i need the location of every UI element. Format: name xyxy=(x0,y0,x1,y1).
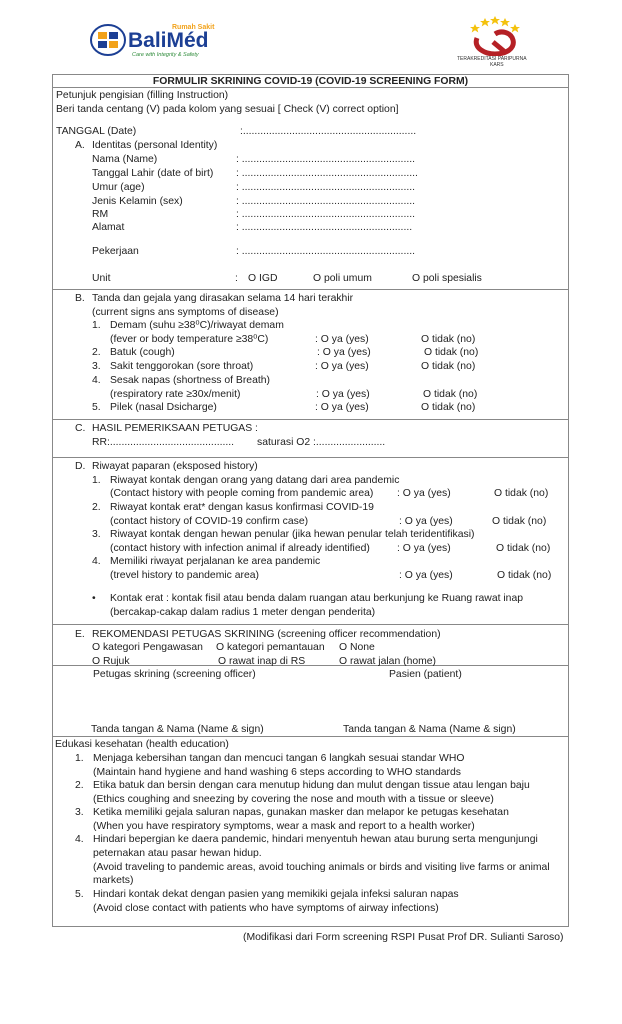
close-contact-note: Kontak erat : kontak fisil atau benda dalam ruangan atau berkunjung ke Ruang rawat inap xyxy=(110,593,524,604)
age-field[interactable]: : ............................................................ xyxy=(236,182,415,193)
oxygen-saturation-field[interactable]: saturasi O2 :........................ xyxy=(257,437,386,448)
history-pandemic-contact: Riwayat kontak dengan orang yang datang dari area pandemic xyxy=(110,475,400,486)
animal-contact-no-option[interactable]: O tidak (no) xyxy=(496,543,551,554)
education-heading: Edukasi kesehatan (health education) xyxy=(55,739,229,750)
section-d-heading: Riwayat paparan (eksposed history) xyxy=(92,461,258,472)
officer-sign-field[interactable]: Tanda tangan & Nama (Name & sign) xyxy=(91,724,264,735)
education-item-en-cont: markets) xyxy=(93,875,134,886)
occupation-label: Pekerjaan xyxy=(92,246,139,257)
logo-name: BaliMéd xyxy=(128,29,209,52)
unit-option-poli-spesialis[interactable]: O poli spesialis xyxy=(412,273,482,284)
nasal-no-option[interactable]: O tidak (no) xyxy=(421,402,476,413)
section-b-subheading: (current signs ans symptoms of disease) xyxy=(92,307,279,318)
education-number: 3. xyxy=(75,807,84,818)
divider xyxy=(52,289,569,290)
symptom-number: 2. xyxy=(92,347,101,358)
accreditation-caption-kars: KARS xyxy=(490,62,504,68)
education-item: Hindari kontak dekat dengan pasien yang memikiki gejala infeksi saluran napas xyxy=(93,889,459,900)
symptom-number: 4. xyxy=(92,375,101,386)
symptom-shortness-breath-en: (respiratory rate ≥30x/menit) xyxy=(110,389,241,400)
recommendation-pemantauan[interactable]: O kategori pemantauan xyxy=(216,642,325,653)
hospital-logo xyxy=(88,20,228,64)
history-close-contact: Riwayat kontak erat* dengan kasus konfirmasi COVID-19 xyxy=(110,502,374,513)
education-item: Etika batuk dan bersin dengan cara menutup hidung dan mulut dengan tissue atau lengan baju xyxy=(93,780,530,791)
education-item: Menjaga kebersihan tangan dan mencuci tangan 6 langkah sesuai standar WHO xyxy=(93,753,465,764)
education-item-en: (Avoid close contact with patients who have symptoms of airway infections) xyxy=(93,903,439,914)
divider xyxy=(52,419,569,420)
officer-signature-label: Petugas skrining (screening officer) xyxy=(93,669,256,680)
pandemic-contact-yes-option[interactable]: : O ya (yes) xyxy=(397,488,451,499)
source-note: (Modifikasi dari Form screening RSPI Pusat Prof DR. Sulianti Saroso) xyxy=(243,932,564,943)
recommendation-rawat-inap[interactable]: O rawat inap di RS xyxy=(218,656,306,667)
education-item-en: (Maintain hand hygiene and hand washing 6 steps according to WHO standards xyxy=(93,767,461,778)
form-title: FORMULIR SKRINING COVID-19 (COVID-19 SCREENING FORM) xyxy=(152,76,469,87)
history-travel-en: (trevel history to pandemic area) xyxy=(110,570,259,581)
education-number: 2. xyxy=(75,780,84,791)
symptom-cough: Batuk (cough) xyxy=(110,347,175,358)
symptom-fever: Demam (suhu ≥38⁰C)/riwayat demam xyxy=(110,320,284,331)
kars-emblem-icon xyxy=(455,14,535,56)
close-contact-note-detail: (bercakap-cakap dalam radius 1 meter dengan penderita) xyxy=(110,607,376,618)
section-d-marker: D. xyxy=(75,461,86,472)
history-close-contact-en: (contact history of COVID-19 confirm case) xyxy=(110,516,309,527)
accreditation-caption: TERAKREDITASI PARIPURNA xyxy=(457,56,527,62)
history-number: 2. xyxy=(92,502,101,513)
history-animal-contact-en: (contact history with infection animal if already identified) xyxy=(110,543,370,554)
sex-field[interactable]: : ............................................................ xyxy=(236,196,415,207)
rr-field[interactable]: RR:........................................... xyxy=(92,437,235,448)
sore-throat-no-option[interactable]: O tidak (no) xyxy=(421,361,476,372)
section-e-heading: REKOMENDASI PETUGAS SKRINING (screening officer recommendation) xyxy=(92,629,441,640)
sore-throat-yes-option[interactable]: : O ya (yes) xyxy=(315,361,369,372)
symptom-shortness-breath: Sesak napas (shortness of Breath) xyxy=(110,375,270,386)
birthdate-field[interactable]: : ............................................................. xyxy=(236,168,418,179)
rm-field[interactable]: : ............................................................ xyxy=(236,209,415,220)
travel-no-option[interactable]: O tidak (no) xyxy=(497,570,552,581)
address-field[interactable]: : ........................................................... xyxy=(236,222,413,233)
travel-yes-option[interactable]: : O ya (yes) xyxy=(399,570,453,581)
nasal-yes-option[interactable]: : O ya (yes) xyxy=(315,402,369,413)
close-contact-no-option[interactable]: O tidak (no) xyxy=(492,516,547,527)
fever-no-option[interactable]: O tidak (no) xyxy=(421,334,476,345)
date-field[interactable]: :............................................................ xyxy=(240,126,417,137)
age-label: Umur (age) xyxy=(92,182,145,193)
cough-no-option[interactable]: O tidak (no) xyxy=(424,347,479,358)
cough-yes-option[interactable]: : O ya (yes) xyxy=(317,347,371,358)
recommendation-pengawasan[interactable]: O kategori Pengawasan xyxy=(92,642,203,653)
name-field[interactable]: : ............................................................ xyxy=(236,154,415,165)
breath-no-option[interactable]: O tidak (no) xyxy=(423,389,478,400)
unit-option-poli-umum[interactable]: O poli umum xyxy=(313,273,372,284)
unit-option-igd[interactable]: O IGD xyxy=(248,273,278,284)
education-number: 1. xyxy=(75,753,84,764)
education-item: Hindari bepergian ke daera pandemic, hindari menyentuh hewan atau burung serta mengunjungi xyxy=(93,834,538,845)
unit-colon: : xyxy=(235,273,238,284)
education-item-cont: peternakan atau pasar hewan hidup. xyxy=(93,848,262,859)
section-e-marker: E. xyxy=(75,629,85,640)
divider xyxy=(52,457,569,458)
section-b-heading: Tanda dan gejala yang dirasakan selama 14 hari terakhir xyxy=(92,293,354,304)
divider xyxy=(52,624,569,625)
patient-sign-field[interactable]: Tanda tangan & Nama (Name & sign) xyxy=(343,724,516,735)
name-label: Nama (Name) xyxy=(92,154,158,165)
bullet-icon: • xyxy=(92,593,96,604)
unit-label: Unit xyxy=(92,273,111,284)
fever-yes-option[interactable]: : O ya (yes) xyxy=(315,334,369,345)
education-item-en: (When you have respiratory symptoms, wear a mask and report to a health worker) xyxy=(93,821,475,832)
accreditation-logo xyxy=(455,14,535,70)
symptom-fever-en: (fever or body temperature ≥38⁰C) xyxy=(110,334,269,345)
animal-contact-yes-option[interactable]: : O ya (yes) xyxy=(397,543,451,554)
rm-label: RM xyxy=(92,209,109,220)
symptom-number: 5. xyxy=(92,402,101,413)
section-c-marker: C. xyxy=(75,423,86,434)
history-travel: Memiliki riwayat perjalanan ke area pandemic xyxy=(110,556,321,567)
symptom-sore-throat: Sakit tenggorokan (sore throat) xyxy=(110,361,254,372)
occupation-field[interactable]: : ............................................................ xyxy=(236,246,415,257)
date-label: TANGGAL (Date) xyxy=(56,126,137,137)
birthdate-label: Tanggal Lahir (date of birt) xyxy=(92,168,214,179)
history-number: 1. xyxy=(92,475,101,486)
breath-yes-option[interactable]: : O ya (yes) xyxy=(316,389,370,400)
close-contact-yes-option[interactable]: : O ya (yes) xyxy=(399,516,453,527)
pandemic-contact-no-option[interactable]: O tidak (no) xyxy=(494,488,549,499)
recommendation-rawat-jalan[interactable]: O rawat jalan (home) xyxy=(339,656,437,667)
education-item-en: (Ethics coughing and sneezing by covering the nose and mouth with a tissue or sleeve) xyxy=(93,794,494,805)
instruction-label: Petunjuk pengisian (filling Instruction) xyxy=(56,90,229,101)
history-pandemic-contact-en: (Contact history with people coming from pandemic area) xyxy=(110,488,374,499)
section-b-marker: B. xyxy=(75,293,85,304)
divider xyxy=(52,736,569,737)
section-a-heading: Identitas (personal Identity) xyxy=(92,140,218,151)
recommendation-none[interactable]: O None xyxy=(339,642,375,653)
education-number: 5. xyxy=(75,889,84,900)
instruction-text: Beri tanda centang (V) pada kolom yang sesuai [ Check (V) correct option] xyxy=(56,104,399,115)
history-number: 3. xyxy=(92,529,101,540)
patient-signature-label: Pasien (patient) xyxy=(389,669,462,680)
address-label: Alamat xyxy=(92,222,125,233)
section-c-heading: HASIL PEMERIKSAAN PETUGAS : xyxy=(92,423,258,434)
symptom-nasal-discharge: Pilek (nasal Dsicharge) xyxy=(110,402,217,413)
logo-prefix: Rumah Sakit xyxy=(172,24,215,31)
symptom-number: 1. xyxy=(92,320,101,331)
recommendation-rujuk[interactable]: O Rujuk xyxy=(92,656,130,667)
history-animal-contact: Riwayat kontak dengan hewan penular (jika hewan penular telah teridentifikasi) xyxy=(110,529,475,540)
education-number: 4. xyxy=(75,834,84,845)
education-item: Ketika memiliki gejala saluran napas, gunakan masker dan melapor ke petugas kesehatan xyxy=(93,807,509,818)
history-number: 4. xyxy=(92,556,101,567)
section-a-marker: A. xyxy=(75,140,85,151)
education-item-en: (Avoid traveling to pandemic areas, avoid touching animals or birds and visiting live farms or animal xyxy=(93,862,550,873)
symptom-number: 3. xyxy=(92,361,101,372)
sex-label: Jenis Kelamin (sex) xyxy=(92,196,183,207)
logo-tagline: Care with Integrity & Safety xyxy=(132,52,199,58)
